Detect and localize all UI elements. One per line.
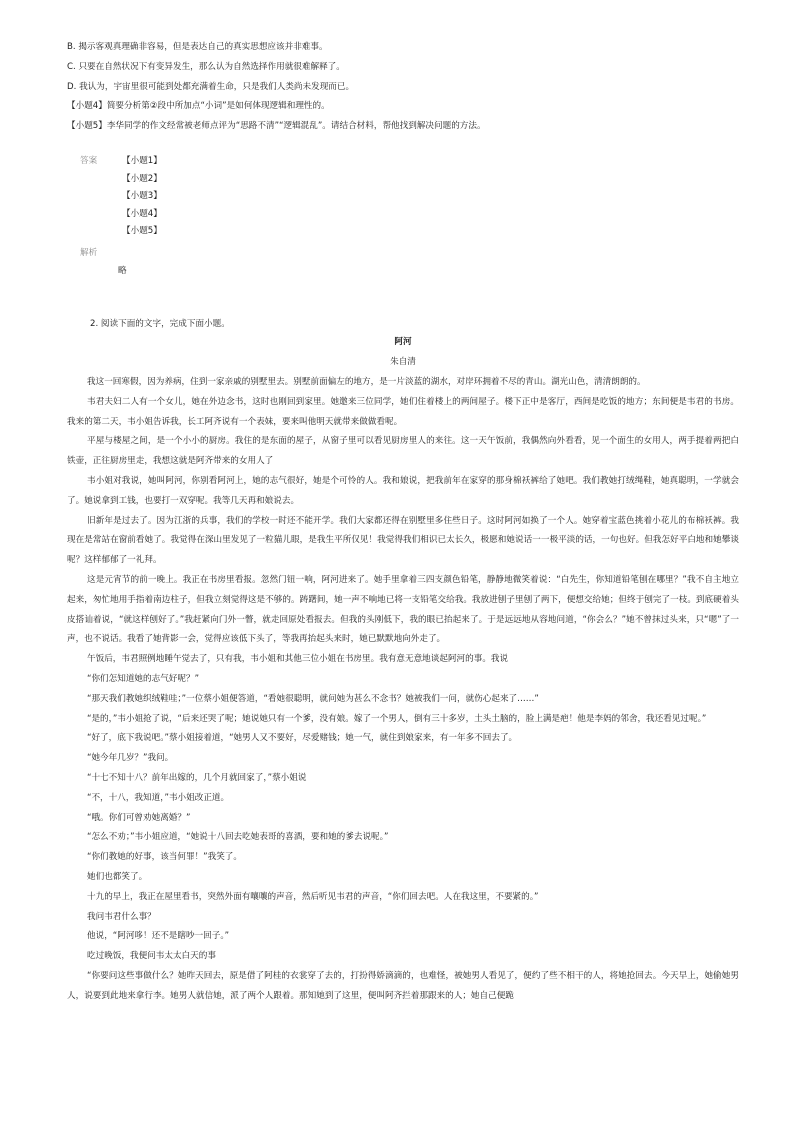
dialogue-line: “哦。你们可曾劝她离婚？” <box>87 812 191 823</box>
paragraph: 旧新年是过去了。因为江浙的兵事，我们的学校一时还不能开学。我们大家都还得在别墅里多住些日子。这时阿河如换了一个人。她穿着宝蓝色挑着小花儿的布棉袄裤。我现在是常站在窗前看她了。我觉得在深山里发见了一粒猫儿眼，是我生平所仅见！我觉得我们相识已太长久，极愿和她说话一一极平淡的话，一句也好。但我怎好平白地和她攀谈呢？这样郁郁了一礼拜。 <box>67 515 739 566</box>
option-c: C. 只要在自然状况下有变异发生，那么认为自然选择作用就很难解释了。 <box>67 61 345 72</box>
answer-item: 【小题1】 <box>122 156 162 166</box>
paragraph: 我问韦君什么事？ <box>87 911 156 922</box>
paragraph: 韦君夫妇二人有一个女儿，她在外边念书，这时也刚回到家里。她邀来三位同学，她们住着楼上的两间屋子。楼下正中是客厅，西间是吃饭的地方；东间便是韦君的书房。我来的第二天，韦小姐告诉我，长工阿齐说有一个表妹，要来叫他明天就带来做做看呢。 <box>67 396 739 427</box>
answer-list <box>122 153 162 241</box>
paragraph: 十九的早上，我正在屋里看书，突然外面有嚷嚷的声音，然后听见韦君的声音，“你们回去吧。人在我这里，不要紧的。” <box>87 891 539 902</box>
dialogue-line: “你们怎知道她的志气好呢？” <box>87 673 200 684</box>
paragraph: 他说，“阿河哆！还不是瞎吵一回子。” <box>87 931 230 942</box>
article-title: 阿河 <box>394 337 412 347</box>
paragraph: 平屋与楼屋之间，是一个小小的厨房。我住的是东面的屋子，从窗子里可以看见厨房里人的来往。这一天午饭前，我偶然向外看看，见一个面生的女用人，两手提着两把白铁壶，正往厨房里走，我想这就是阿齐带来的女用人了 <box>67 436 739 467</box>
dialogue-line: “她今年几岁？”我问。 <box>87 753 174 764</box>
analysis-text: 略 <box>118 266 127 276</box>
answer-item: 【小题5】 <box>122 226 162 236</box>
dialogue-line: “怎么不劝；”韦小姐应道，“她说十八回去吃她表哥的喜酒，要和她的爹去说呢。” <box>87 832 389 843</box>
paragraph: 她们也都笑了。 <box>87 871 148 882</box>
sub-question-4: 【小题4】简要分析第②段中所加点“小词”是如何体现逻辑和理性的。 <box>67 101 330 112</box>
paragraph: “你要问这些事做什么？她昨天回去，原是借了阿桂的衣裳穿了去的，打扮得娇滴滴的，也难怪，被她男人看见了，便约了些不相干的人，将她抢回去。今天早上，她偷她男人，说要到此地来拿行李。她男人就信她，派了两个人跟着。那知她到了这里，便叫阿齐拦着那跟来的人；她自己便跪 <box>67 970 739 1001</box>
article-author: 朱自清 <box>390 357 416 367</box>
dialogue-line: “好了，底下我说吧。”蔡小姐接着道，“她男人又不要好，尽爱赌钱；她一气，就住到娘家来，有一年多不回去了。 <box>87 733 518 744</box>
sub-question-5: 【小题5】李华同学的作文经常被老师点评为“思路不清”“逻辑混乱”。请结合材料，帮他找到解决问题的方法。 <box>67 121 486 132</box>
option-d: D. 我认为，宇宙里很可能到处都充满着生命，只是我们人类尚未发现而已。 <box>67 81 355 92</box>
answer-item: 【小题3】 <box>122 191 162 201</box>
paragraph: 我这一回寒假，因为养病，住到一家亲戚的别墅里去。别墅前面偏左的地方，是一片淡蓝的湖水，对岸环拥着不尽的青山。湖光山色，清清朗朗的。 <box>87 377 646 387</box>
analysis-label: 解析 <box>80 248 98 258</box>
dialogue-line: “那天我们教她织绒鞋哇；”一位蔡小姐便答道，“看她很聪明，就问她为甚么不念书？她被我们一问，就伤心起来了……” <box>87 693 539 704</box>
option-b: B. 揭示客观真理确非容易，但是表达自己的真实思想应该并非难事。 <box>67 42 328 52</box>
answer-item: 【小题4】 <box>122 208 162 219</box>
paragraph: 韦小姐对我说，她叫阿河，你别看阿河上，她的志气很好，她是个可怜的人。我和娘说，把我前年在家穿的那身棉袄裤给了她吧。我们教她打绒绳鞋，她真聪明，一学就会了。她说拿到工钱，也要打一双穿呢。我等几天再和娘说去。 <box>67 475 739 506</box>
dialogue-line: “十七不知十八？前年出嫁的，几个月就回家了，”蔡小姐说 <box>87 772 307 783</box>
article-body <box>67 373 739 1007</box>
question1-options <box>67 38 747 137</box>
paragraph: 吃过晚饭，我便问韦太太白天的事 <box>87 951 216 962</box>
dialogue-line: “你们教她的好事，该当何罪！”我笑了。 <box>87 852 242 863</box>
paragraph: 午饭后，韦君照例地睡午觉去了，只有我，韦小姐和其他三位小姐在书房里。我有意无意地谈起阿河的事。我说 <box>87 654 509 665</box>
dialogue-line: “是的，”韦小姐抢了说，“后来还哭了呢；她说她只有一个爹，没有娘。嫁了一个男人，倒有三十多岁，土头土脑的，脸上满是疤！他是李妈的邻舍，我还看见过呢。” <box>87 713 707 724</box>
question2-prompt: 2. 阅读下面的文字，完成下面小题。 <box>90 319 230 329</box>
answer-item: 【小题2】 <box>122 173 162 184</box>
answer-label: 答案 <box>80 156 98 166</box>
paragraph: 这是元宵节的前一晚上。我正在书房里看报。忽然门钮一响，阿河进来了。她手里拿着三四支颜色铅笔，静静地微笑着说：“白先生，你知道铅笔刨在哪里？”我不自主地立起来，匆忙地用手指着南边柱子，但我立刻觉得这是不够的。踌躇间，她一声不响地已将一支铅笔交给我。我放进刨子里刨了两下，便想交给她；但终于刨完了一枝。到底硬着头皮搭讪着说，“就这样刨好了。”我赶紧向门外一瞥，就走回原处看报去。但我的头刚低下，我的眼已抬起来了。于是远远地从容地问道，“你会么？”她不曾抹过头来，只“嗯”了一声，也不说话。我看了她背影一会，觉得应该低下头了，等我再抬起头来时，她已默默地向外走了。 <box>67 574 739 645</box>
dialogue-line: “不，十八，我知道，”韦小姐改正道。 <box>87 792 230 803</box>
